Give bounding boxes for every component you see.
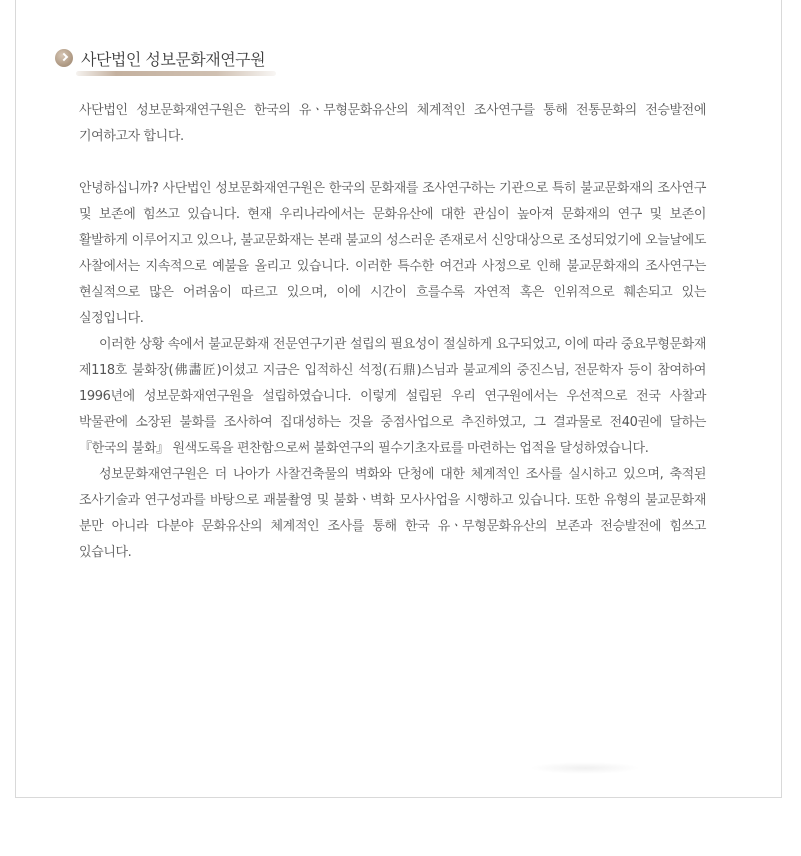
intro-paragraph-summary: 사단법인 성보문화재연구원은 한국의 유ㆍ무형문화유산의 체계적인 조사연구를 통해 전통문화의 전승발전에 기여하고자 합니다. xyxy=(79,103,706,144)
intro-paragraph-history: 이러한 상황 속에서 불교문화재 전문연구기관 설립의 필요성이 절실하게 요구되었고, 이에 따라 중요무형문화재 제118호 불화장(佛畵匠)이셨고 지금은 입적하신 석정(石鼎)스님과 불교계의 중진스님, 전문학자 등이 참여하여 1996년에 성보문화재연구원을 설립하였습니다. 이렇게 설립된 우리 연구원에서는 우선적으로 전국 사찰과 박물관에 소장된 불화를 조사하여 집대성하는 것을 중점사업으로 추진하였고, 그 결과물로 전40권에 달하는 『한국의 불화』 원색도록을 편찬함으로써 불화연구의 필수기초자료를 마련하는 업적을 달성하였습니다. xyxy=(79,337,706,456)
title-underline-brush xyxy=(76,71,276,76)
section-heading xyxy=(55,44,265,72)
intro-paragraph-activities: 성보문화재연구원은 더 나아가 사찰건축물의 벽화와 단청에 대한 체계적인 조사를 실시하고 있으며, 축적된 조사기술과 연구성과를 바탕으로 괘불촬영 및 불화ㆍ벽화 모사사업을 시행하고 있습니다. 또한 유형의 불교문화재 분만 아니라 다분야 문화유산의 체계적인 조사를 통해 한국 유ㆍ무형문화유산의 보존과 전승발전에 힘쓰고 있습니다. xyxy=(79,467,706,560)
intro-paragraph-greeting: 안녕하십니까? 사단법인 성보문화재연구원은 한국의 문화재를 조사연구하는 기관으로 특히 불교문화재의 조사연구 및 보존에 힘쓰고 있습니다. 현재 우리나라에서는 문화유산에 대한 관심이 높아져 문화재의 연구 및 보존이 활발하게 이루어지고 있으나, 불교문화재는 본래 불교의 성스러운 존재로서 신앙대상으로 조성되었기에 오늘날에도 사찰에서는 지속적으로 예불을 올리고 있습니다. 이러한 특수한 여건과 사정으로 인해 불교문화재의 조사연구는 현실적으로 많은 어려움이 따르고 있으며, 이에 시간이 흐를수록 자연적 혹은 인위적으로 훼손되고 있는 실정입니다. xyxy=(79,181,706,326)
background-smudge xyxy=(530,762,640,774)
intro-text xyxy=(79,98,706,566)
section-title: 사단법인 성보문화재연구원 xyxy=(81,49,266,69)
chevron-right-circle-icon xyxy=(55,49,73,67)
